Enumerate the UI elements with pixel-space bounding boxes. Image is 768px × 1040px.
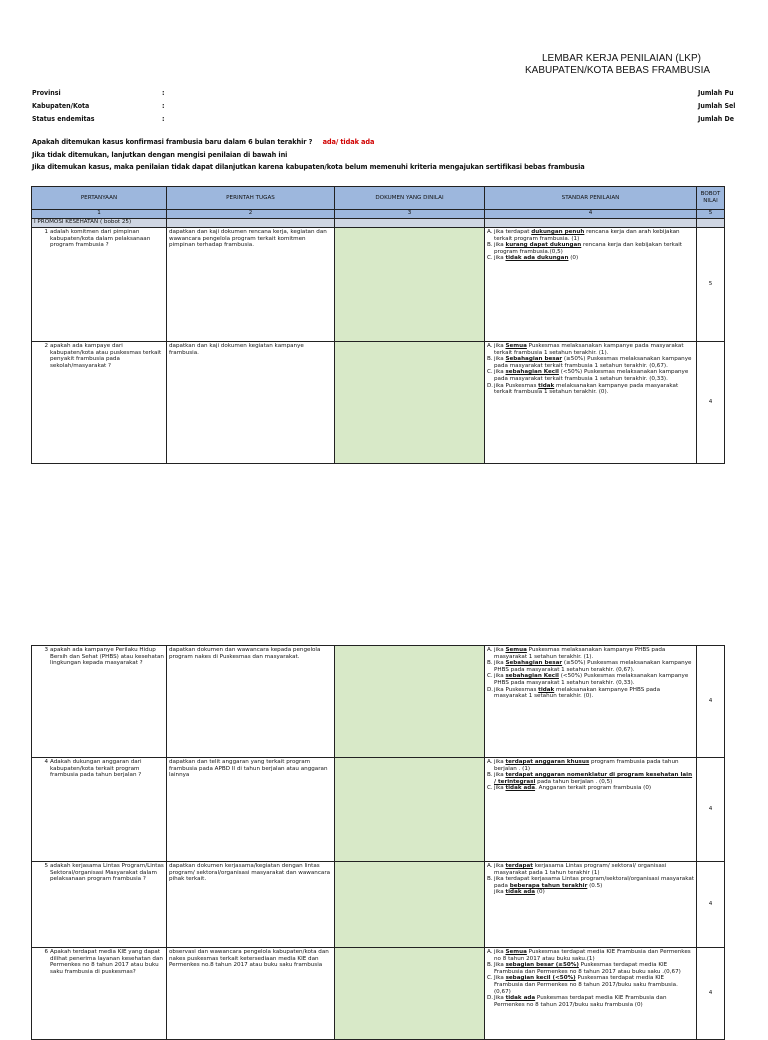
document-cell[interactable] xyxy=(335,948,485,1040)
option-emphasis: sebahagian Kecil xyxy=(505,673,559,680)
doc-title-line2: KABUPATEN/KOTA BEBAS FRAMBUSIA xyxy=(525,65,711,76)
option-text: Puskesmas terdapat media KIE Frambusia dan Permenkes no 8 tahun 2017/buku saku frambusia.(0,67) xyxy=(494,975,678,995)
option-emphasis: terdapat anggaran khusus xyxy=(505,759,590,765)
table-row xyxy=(32,342,725,464)
option-emphasis: tidak ada dukungan xyxy=(505,255,569,262)
option-text: . Anggaran terkait program frambusia (0) xyxy=(535,785,652,792)
jumlah-sekolah-label: Jumlah Sel xyxy=(698,102,736,110)
question-text: apakah ada kampaye dari kabupaten/kota atau puskesmas terkait penyakit frambusia pada sekolah/masyarakat ? xyxy=(50,343,162,369)
table-row xyxy=(32,228,725,342)
standard-option xyxy=(487,785,694,792)
question-cell xyxy=(32,758,167,862)
bobot-cell: 4 xyxy=(697,758,725,862)
option-text: (<50%) Puskesmas melaksanakan kampanye PHBS pada masyarakat 1 setahun terakhir. (0,33). xyxy=(494,673,689,686)
option-letter: D. xyxy=(487,686,494,693)
option-text: jika xyxy=(494,785,506,792)
bobot-cell: 5 xyxy=(697,228,725,342)
standard-option xyxy=(487,759,694,772)
question-text: adakah kerjasama Lintas Program/Lintas Sektoral/organisasi Masyarakat dalam pelaksanaan program frambusia ? xyxy=(50,863,164,883)
option-text: (0) xyxy=(568,255,579,262)
question-cell xyxy=(32,862,167,948)
task-text: observasi dan wawancara pengelola kabupaten/kota dan nakes puskesmas terkait ketersediaan media KIE dan Permenkes no.8 tahun 2017 atau buku saku frambusia xyxy=(169,949,329,969)
question-number: 5 xyxy=(44,863,48,869)
standard-option xyxy=(487,975,694,995)
table-row xyxy=(32,948,725,1040)
standard-option xyxy=(487,383,694,396)
option-emphasis: tidak xyxy=(538,686,555,693)
option-letter: B. xyxy=(487,962,493,969)
option-text: jika xyxy=(494,647,506,653)
question-number: 4 xyxy=(44,759,48,765)
option-letter: C. xyxy=(487,255,493,262)
bobot-cell: 4 xyxy=(697,342,725,464)
standard-cell xyxy=(485,758,697,862)
standard-option xyxy=(487,889,694,896)
option-text: jika Puskesmas xyxy=(494,382,539,389)
doc-title-line1: LEMBAR KERJA PENILAIAN (LKP) xyxy=(542,53,701,64)
document-cell[interactable] xyxy=(335,646,485,758)
option-text: (<50%) Puskesmas melaksanakan kampanye pada masyarakat terkait frambusia 1 setahun terakhir. (0,33). xyxy=(494,369,689,382)
header-dokumen: DOKUMEN YANG DINILAI xyxy=(335,187,485,210)
option-text: rencana kerja dan arah kebijakan terkait program frambusia. (1) xyxy=(494,229,680,242)
option-text: jika xyxy=(494,660,506,667)
option-emphasis: Semua xyxy=(505,949,527,955)
option-text: jika xyxy=(494,343,506,349)
question-cell xyxy=(32,342,167,464)
task-cell xyxy=(167,228,335,342)
instruction-found: Jika ditemukan kasus, maka penilaian tidak dapat dilanjutkan karena kabupaten/kota belum memenuhi kriteria mengajukan sertifikasi bebas frambusia xyxy=(32,163,585,171)
standard-option xyxy=(487,255,694,262)
option-text: jika xyxy=(494,356,506,363)
question-cell xyxy=(32,948,167,1040)
col-number: 3 xyxy=(335,210,485,219)
option-letter: B. xyxy=(487,660,493,667)
standard-option xyxy=(487,660,694,673)
bobot-cell: 4 xyxy=(697,646,725,758)
option-text: (≥50%) Puskesmas melaksanakan kampanye pada masyarakat terkait frambusia 1 setahun terakhir. (0,67). xyxy=(494,356,692,369)
question-cell xyxy=(32,646,167,758)
option-text: Puskesmas terdapat media KIE Frambusia dan Permenkes no 8 tahun 2017/buku saku frambusia (0) xyxy=(494,995,667,1008)
option-text: melaksanakan kampanye pada masyarakat terkait frambusia 1 setahun terakhir. (0). xyxy=(494,382,679,396)
option-letter: B. xyxy=(487,242,493,249)
option-emphasis: Semua xyxy=(505,647,527,653)
option-text: kerjasama Lintas program/ sektoral/ organisasi masyarakat pada 1 tahun terakhir (1) xyxy=(494,863,667,876)
task-text: dapatkan dokumen kerjasama/kegiatan dengan lintas program/ sektoral/organisasi masyarakat dan wawancara pihak terkait. xyxy=(169,863,331,883)
task-cell xyxy=(167,948,335,1040)
option-emphasis: Sebahagian besar xyxy=(505,660,563,667)
question-number: 6 xyxy=(44,949,48,955)
option-emphasis: terdapat xyxy=(505,863,533,869)
option-text: Jika xyxy=(494,975,506,982)
header-standar: STANDAR PENILAIAN xyxy=(485,187,697,210)
task-cell xyxy=(167,862,335,948)
task-text: dapatkan dokumen dan wawancara kepada pengelola program nakes di Puskesmas dan masyarakat. xyxy=(169,647,321,660)
option-emphasis: Semua xyxy=(505,343,527,349)
colon: : xyxy=(162,102,165,110)
document-cell[interactable] xyxy=(335,862,485,948)
option-text: Puskesmas terdapat media KIE Frambusia dan Permenkes no 8 tahun 2017 atau buku saku.(1) xyxy=(494,949,691,962)
option-emphasis: tidak xyxy=(538,382,555,389)
case-question-text: Apakah ditemukan kasus konfirmasi frambusia baru dalam 6 bulan terakhir ? xyxy=(32,138,313,146)
option-text: jika xyxy=(494,242,506,249)
option-text: jika terdapat kerjasama Lintas program/sektoral/organisasi masyarakat pada xyxy=(494,876,694,889)
option-emphasis: dukungan penuh xyxy=(531,229,585,235)
section-row xyxy=(32,219,725,228)
standard-cell xyxy=(485,342,697,464)
option-emphasis: tidak ada xyxy=(505,889,536,896)
standard-option xyxy=(487,962,694,975)
question-text: apakah ada kampanye Perilaku Hidup Bersih dan Sehat (PHBS) atau kesehatan lingkungan kepada masyarakat ? xyxy=(50,647,164,667)
table-row xyxy=(32,862,725,948)
option-emphasis: terdapat anggaran nomenklatur di program kesehatan lain / terintegrasi xyxy=(494,772,693,785)
option-text: pada tahun berjalan . (0,5) xyxy=(535,778,613,785)
option-emphasis: beberapa tahun terakhir xyxy=(509,882,588,889)
option-text: Puskesmas terdapat media KIE Frambusia dan Permenkes no 8 tahun 2017 atau buku saku .(0,67) xyxy=(494,962,681,975)
option-letter: D. xyxy=(487,995,494,1002)
option-emphasis: sebahagian Kecil xyxy=(505,369,559,376)
header-pertanyaan: PERTANYAAN xyxy=(32,187,167,210)
standard-option xyxy=(487,229,694,242)
task-cell xyxy=(167,758,335,862)
option-letter: A. xyxy=(487,343,493,349)
header-perintah-tugas: PERINTAH TUGAS xyxy=(167,187,335,210)
assessment-table-page2 xyxy=(31,645,725,1040)
task-text: dapatkan dan telit anggaran yang terkait program frambusia pada APBD II di tahun berjalan atau anggaran lainnya xyxy=(169,759,328,779)
option-text: jika xyxy=(494,863,506,869)
option-letter: B. xyxy=(487,876,493,883)
option-emphasis: kurang dapat dukungan xyxy=(505,242,582,249)
question-text: Apakah terdapat media KIE yang dapat dilihat penerima layanan kesehatan dan Permenkes no 8 tahun 2017 atau buku saku frambusia di puskesmas? xyxy=(50,949,163,975)
bobot-cell: 4 xyxy=(697,862,725,948)
question-number: 1 xyxy=(44,229,48,235)
option-text: jika xyxy=(494,255,506,262)
option-text: program frambusia pada tahun berjalan . (1) xyxy=(494,759,679,772)
instruction-not-found: Jika tidak ditemukan, lanjutkan dengan mengisi penilaian di bawah ini xyxy=(32,151,288,159)
task-text: dapatkan dan kaji dokumen rencana kerja, kegiatan dan wawancara pengelola program terkait komitmen pimpinan terhadap frambusia. xyxy=(169,229,327,249)
standard-option xyxy=(487,242,694,255)
option-emphasis: sebagian besar (≥50%) xyxy=(505,962,579,969)
header-bobot: BOBOT NILAI xyxy=(697,187,725,210)
standard-option xyxy=(487,995,694,1008)
option-text: (0) xyxy=(535,889,545,896)
col-number: 4 xyxy=(485,210,697,219)
option-letter: A. xyxy=(487,759,493,765)
table-row xyxy=(32,646,725,758)
question-number: 2 xyxy=(44,343,48,349)
standard-option xyxy=(487,772,694,785)
option-text: rencana kerja dan kebijakan terkait program frambusia.(0,5) xyxy=(494,242,682,255)
option-text: jika xyxy=(494,949,506,955)
option-letter: D. xyxy=(487,382,494,389)
option-text: jika terdapat xyxy=(494,229,532,235)
jumlah-puskesmas-label: Jumlah Pu xyxy=(698,89,734,97)
column-number-row xyxy=(32,210,725,219)
col-number: 1 xyxy=(32,210,167,219)
col-number: 2 xyxy=(167,210,335,219)
question-cell xyxy=(32,228,167,342)
option-text: jika xyxy=(494,772,506,779)
option-letter: A. xyxy=(487,949,493,955)
table-row xyxy=(32,758,725,862)
option-letter: C. xyxy=(487,369,493,376)
document-cell[interactable] xyxy=(335,758,485,862)
option-letter: C. xyxy=(487,785,493,792)
option-letter: A. xyxy=(487,863,493,869)
standard-option xyxy=(487,863,694,876)
option-letter: A. xyxy=(487,229,493,235)
standard-option xyxy=(487,356,694,369)
option-text: Jika xyxy=(494,995,506,1002)
standard-cell xyxy=(485,646,697,758)
provinsi-label: Provinsi xyxy=(32,89,61,97)
option-text: jika xyxy=(494,369,506,376)
task-text: dapatkan dan kaji dokumen kegiatan kampanye frambusia. xyxy=(169,343,304,356)
option-emphasis: tidak ada xyxy=(505,995,536,1002)
option-letter: B. xyxy=(487,772,493,779)
option-text: melaksanakan kampanye PHBS pada masyarakat 1 setahun terakhir. (0). xyxy=(494,686,661,700)
standard-option xyxy=(487,647,694,660)
option-emphasis: Sebahagian besar xyxy=(505,356,563,363)
table-header-row xyxy=(32,187,725,210)
document-cell[interactable] xyxy=(335,342,485,464)
standard-option xyxy=(487,369,694,382)
option-letter: C. xyxy=(487,975,493,982)
option-letter: C. xyxy=(487,673,493,680)
jumlah-desa-label: Jumlah De xyxy=(698,115,734,123)
standard-cell xyxy=(485,948,697,1040)
option-emphasis: tidak ada xyxy=(505,785,536,792)
document-cell[interactable] xyxy=(335,228,485,342)
section-title: I PROMOSI KESEHATAN ( bobot 25) xyxy=(32,219,167,228)
standard-option xyxy=(487,343,694,356)
question-text: Adakah dukungan anggaran dari kabupaten/kota terkait program frambusia pada tahun berjalan ? xyxy=(50,759,142,779)
standard-option xyxy=(487,876,694,889)
standard-cell xyxy=(485,228,697,342)
task-cell xyxy=(167,342,335,464)
bobot-cell: 4 xyxy=(697,948,725,1040)
option-text: Puskesmas melaksanakan kampanye pada masyarakat terkait frambusia 1 setahun terakhir. (1). xyxy=(494,343,684,356)
option-text: jika xyxy=(494,673,506,680)
option-letter: B. xyxy=(487,356,493,363)
option-text: Puskesmas melaksanakan kampanye PHBS pada masyarakat 1 setahun terakhir. (1). xyxy=(494,647,666,660)
case-answer-options[interactable]: ada/ tidak ada xyxy=(322,138,375,146)
option-text: (≥50%) Puskesmas melaksanakan kampanye PHBS pada masyarakat 1 setahun terakhir. (0,67). xyxy=(494,660,692,673)
question-text: adalah komitmen dari pimpinan kabupaten/kota dalam pelaksanaan program frambusia ? xyxy=(50,229,151,249)
question-number: 3 xyxy=(44,647,48,653)
case-question xyxy=(32,138,374,147)
standard-option xyxy=(487,949,694,962)
option-text: jika xyxy=(494,759,506,765)
status-label: Status endemitas xyxy=(32,115,95,123)
standard-option xyxy=(487,673,694,686)
task-cell xyxy=(167,646,335,758)
option-emphasis: sebagian kecil (<50%) xyxy=(505,975,576,982)
standard-cell xyxy=(485,862,697,948)
assessment-table-page1 xyxy=(31,186,725,464)
col-number: 5 xyxy=(697,210,725,219)
kabupaten-label: Kabupaten/Kota xyxy=(32,102,90,110)
option-text: jika Puskesmas xyxy=(494,686,539,693)
colon: : xyxy=(162,115,165,123)
option-text: (0.5) xyxy=(587,882,603,889)
option-text: Jika xyxy=(494,962,506,969)
option-text: jika xyxy=(494,889,506,896)
option-letter: A. xyxy=(487,647,493,653)
colon: : xyxy=(162,89,165,97)
standard-option xyxy=(487,687,694,700)
